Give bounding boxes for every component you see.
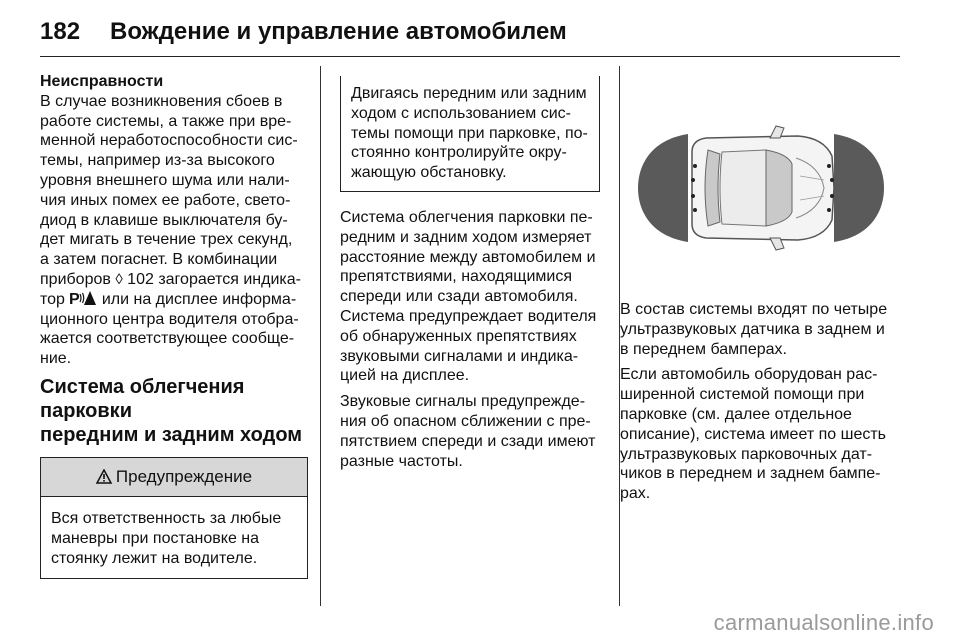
header-divider xyxy=(40,56,900,57)
column-right xyxy=(620,300,910,510)
column-divider-1 xyxy=(320,66,321,606)
column-left xyxy=(40,72,308,579)
section-title: Система облегчения парковки передним и задним ходом xyxy=(40,375,303,446)
malfunction-text-a: В случае возникновения сбоев в работе системы, а также при вре- менной неработоспособности сис- темы, например из-за высокого уровня внешнего шума или нали- чия иных помех ее работе, свето- диод в клавише выключателя бу- дет мигать в течение трех секунд, а затем погаснет. В комбинации приборов xyxy=(40,92,298,288)
svg-text:P: P xyxy=(69,290,81,306)
warning-title: Предупреждение xyxy=(115,467,253,487)
warning-text: Вся ответственность за любые маневры при постановке на стоянку лежит на водителе. xyxy=(51,509,282,567)
park-assist-indicator-icon xyxy=(69,290,97,306)
column-middle xyxy=(340,76,600,477)
sensor-count-paragraph: В состав системы входят по четыре ультразвуковых датчика в заднем и в переднем бамперах. xyxy=(620,301,888,358)
car-top-view-sensor-zones xyxy=(620,76,902,286)
page-number: 182 xyxy=(40,18,81,45)
car-figure xyxy=(620,76,902,286)
page-ref-icon: ◊ xyxy=(115,270,123,288)
malfunction-subhead: Неисправности xyxy=(40,73,164,90)
watermark: carmanualsonline.info xyxy=(713,610,934,635)
warning-triangle-icon xyxy=(96,469,112,484)
malfunction-paragraph xyxy=(40,92,308,369)
page-title: Вождение и управление автомобилем xyxy=(110,18,567,45)
extended-system-paragraph: Если автомобиль оборудован рас- ширенной системой помощи при парковке (см. далее отдельное описание), система имеет по шесть ультразвуковых парковочных дат- чиков в переднем и заднем бампе- рах. xyxy=(620,366,886,503)
malfunction-text-c: или на дисплее информа- ционного центра водителя отобра- жается соответствующее сообще- ние. xyxy=(40,290,299,368)
system-description-paragraph: Система облегчения парковки пе- редним и задним ходом измеряет расстояние между автомобилем и препятствиями, находящимися спереди или сзади автомобиля. Система предупреждает водителя об обнаруженных препятствиях звуковыми сигналами и индика- цией на дисплее. xyxy=(340,208,597,385)
malfunction-text-b: 102 загорается индика- тор xyxy=(40,270,301,308)
warning-box xyxy=(40,457,308,579)
audible-signals-paragraph: Звуковые сигналы предупрежде- ния об опасном сближении с пре- пятствием спереди и сзади имеют разные частоты. xyxy=(340,393,596,470)
warning-header xyxy=(41,457,307,497)
caution-note-box: Двигаясь передним или задним ходом с использованием сис- темы помощи при парковке, по- стоянно контролируйте окру- жающую обстановку. xyxy=(340,76,600,192)
